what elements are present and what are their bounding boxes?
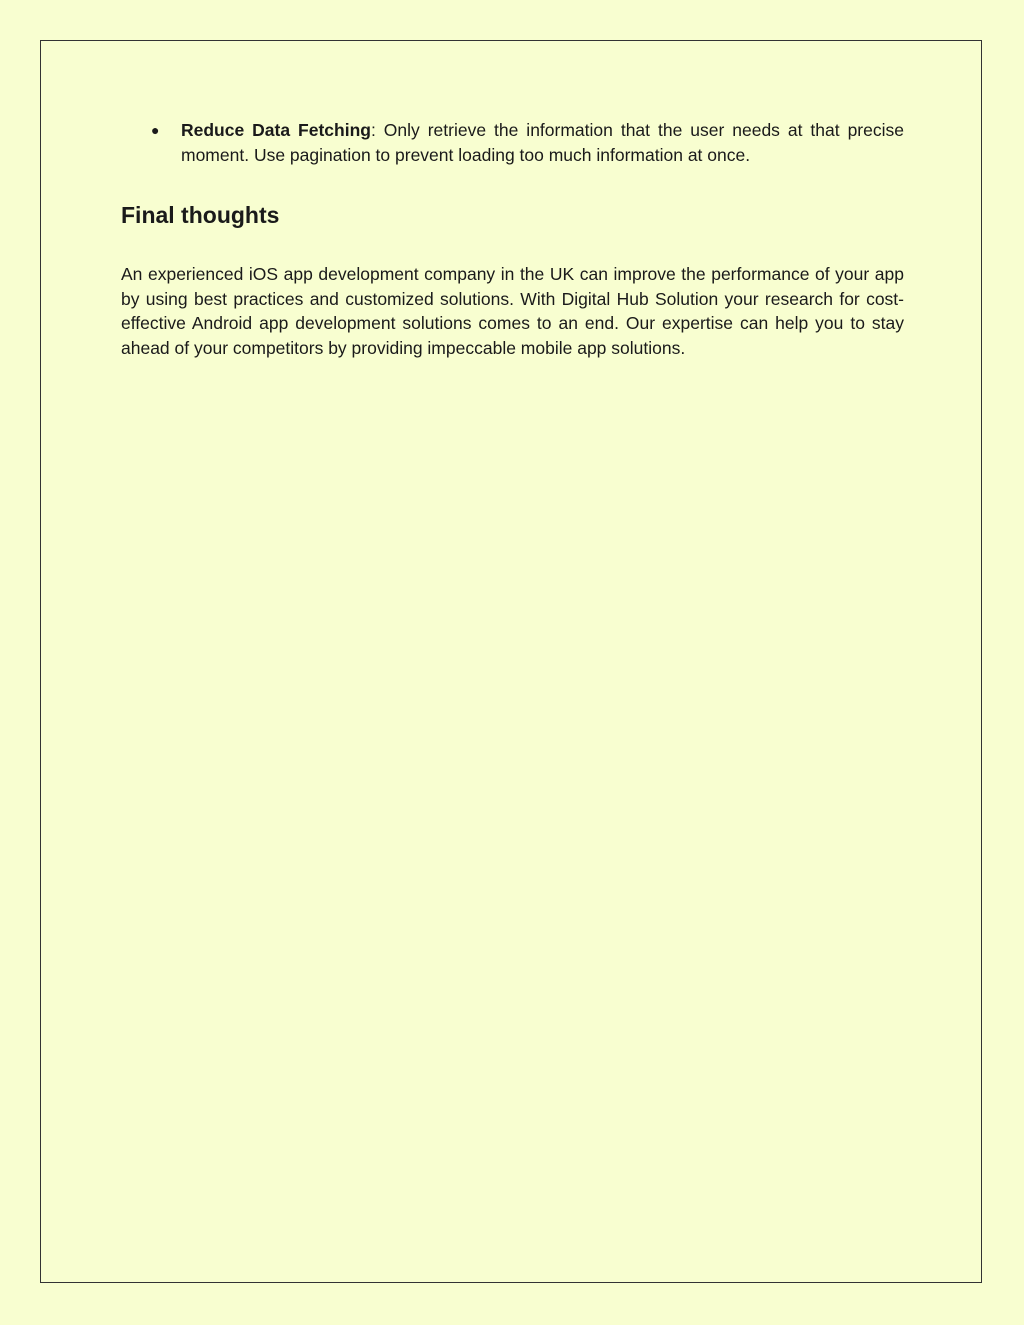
- list-item: [121, 118, 904, 167]
- document-content: [121, 118, 904, 360]
- bullet-list: [121, 118, 904, 167]
- section-heading: Final thoughts: [121, 202, 280, 228]
- bullet-icon: ●: [151, 122, 160, 138]
- bullet-term: Reduce Data Fetching: [181, 120, 371, 140]
- section-paragraph: An experienced iOS app development company in the UK can improve the performance of your app by using best practices and customized solutions. With Digital Hub Solution your research for cost-effective Android app development solutions comes to an end. Our expertise can help you to stay ahead of your competitors by providing impeccable mobile app solutions.: [121, 264, 904, 358]
- bullet-text: : Only retrieve the information that the user needs at that precise moment. Use pagination to prevent loading too much information at once.: [181, 120, 904, 165]
